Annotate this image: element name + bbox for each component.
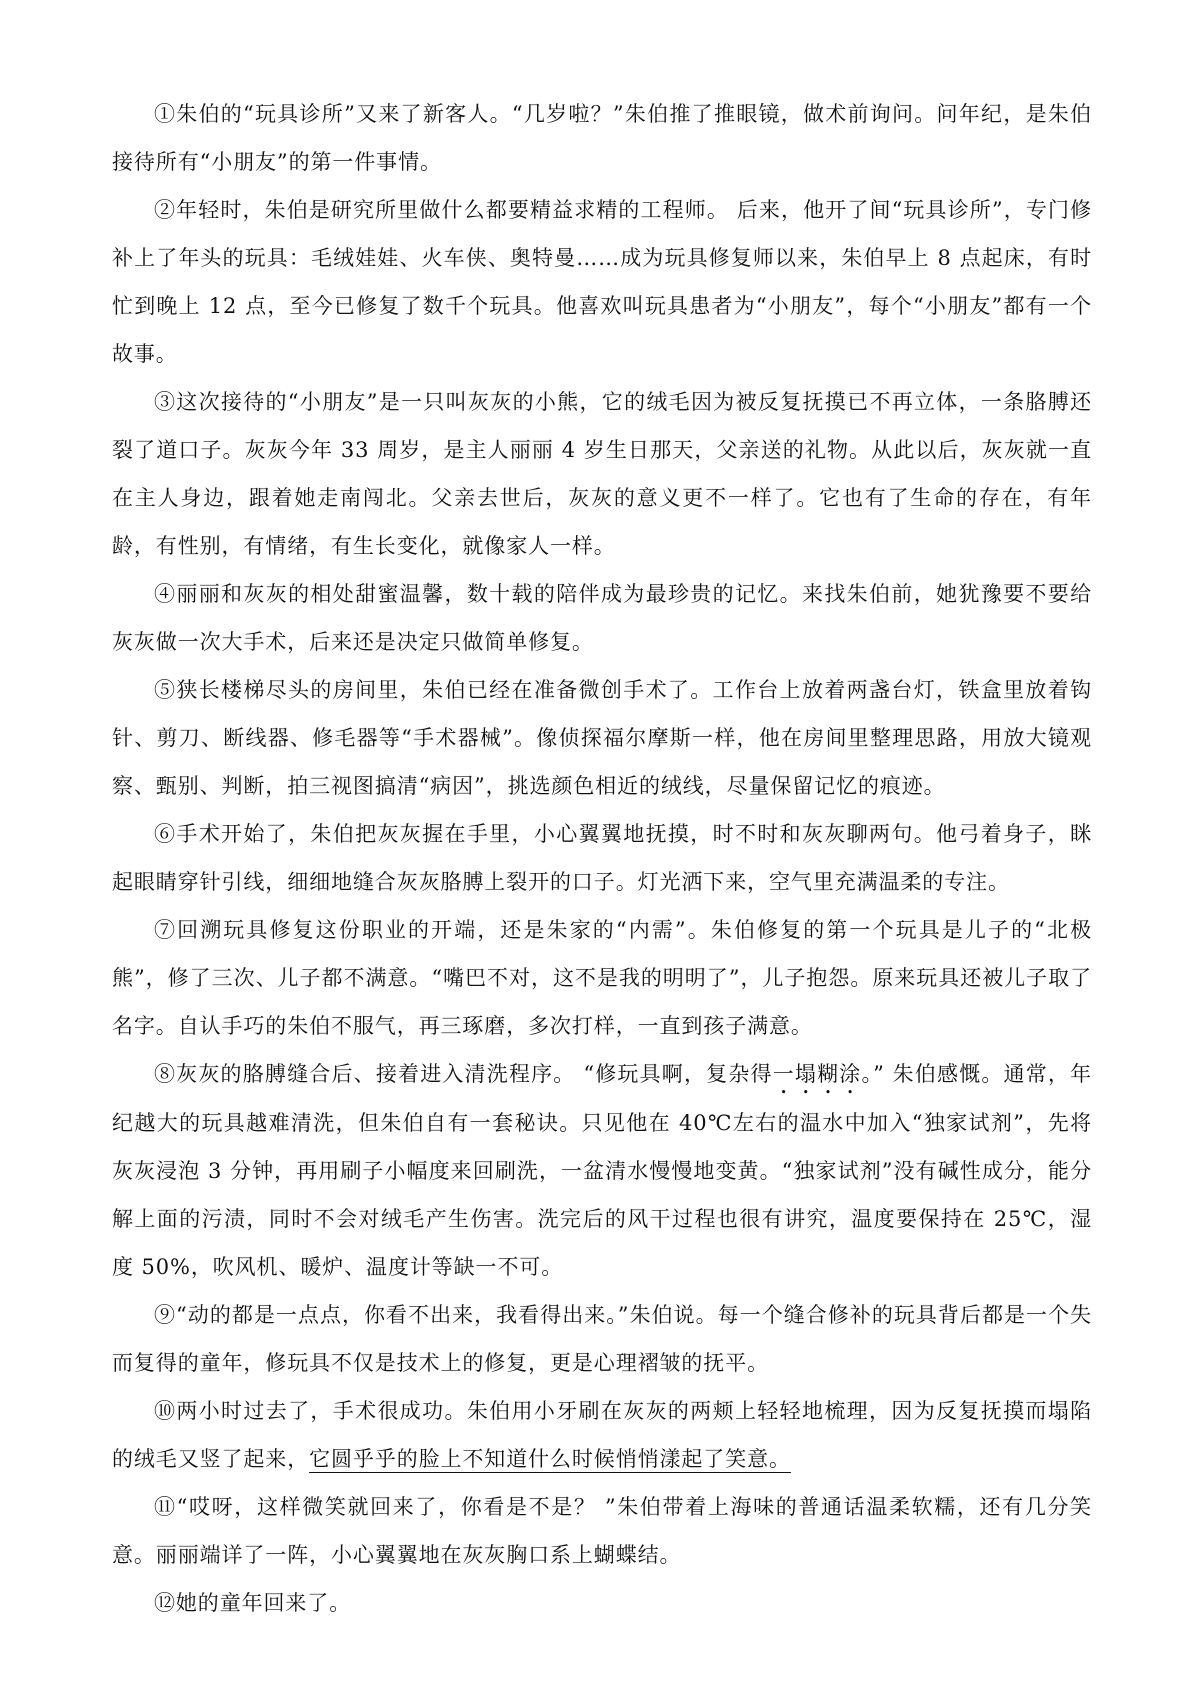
paragraph-8 [112,1050,1092,1291]
paragraph-6: ⑥手术开始了，朱伯把灰灰握在手里，小心翼翼地抚摸，时不时和灰灰聊两句。他弓着身子，眯起眼睛穿针引线，细细地缝合灰灰胳膊上裂开的口子。灯光洒下来，空气里充满温柔的专注。 [112,822,1092,894]
paragraph-10-text-before: ⑩两小时过去了，手术很成功。朱伯用小牙刷在灰灰的两颊上轻轻地梳理，因为反复抚摸而塌陷的绒毛又竖了起来， [112,1399,1092,1471]
paragraph-7: ⑦回溯玩具修复这份职业的开端，还是朱家的“内需”。朱伯修复的第一个玩具是儿子的“北极熊”，修了三次、儿子都不满意。“嘴巴不对，这不是我的明明了”，儿子抱怨。原来玩具还被儿子取了名字。自认手巧的朱伯不服气，再三琢磨，多次打样，一直到孩子满意。 [112,918,1092,1038]
article-body [112,90,1092,1627]
paragraph-5: ⑤狭长楼梯尽头的房间里，朱伯已经在准备微创手术了。工作台上放着两盏台灯，铁盒里放着钩针、剪刀、断线器、修毛器等“手术器械”。像侦探福尔摩斯一样，他在房间里整理思路，用放大镜观察、甄别、判断，拍三视图搞清“病因”，挑选颜色相近的绒线，尽量保留记忆的痕迹。 [112,678,1092,798]
paragraph-11: ⑪“哎呀，这样微笑就回来了，你看是不是？ ”朱伯带着上海味的普通话温柔软糯，还有几分笑意。丽丽端详了一阵，小心翼翼地在灰灰胸口系上蝴蝶结。 [112,1495,1092,1567]
paragraph-2: ②年轻时，朱伯是研究所里做什么都要精益求精的工程师。 后来，他开了间“玩具诊所”，专门修补上了年头的玩具：毛绒娃娃、火车侠、奥特曼……成为玩具修复师以来，朱伯早上 8 点起床，有时忙到晚上 12 点，至今已修复了数千个玩具。他喜欢叫玩具患者为“小朋友”，每个“小朋友”都有一个故事。 [112,198,1092,366]
dotted-phrase: 一塌糊涂 [772,1062,862,1086]
paragraph-9: ⑨“动的都是一点点，你看不出来，我看得出来。”朱伯说。每一个缝合修补的玩具背后都是一个失而复得的童年，修玩具不仅是技术上的修复，更是心理褶皱的抚平。 [112,1303,1092,1375]
paragraph-4: ④丽丽和灰灰的相处甜蜜温馨，数十载的陪伴成为最珍贵的记忆。来找朱伯前，她犹豫要不要给灰灰做一次大手术，后来还是决定只做简单修复。 [112,582,1092,654]
paragraph-12: ⑫她的童年回来了。 [154,1591,352,1615]
paragraph-10 [112,1387,1092,1483]
paragraph-3: ③这次接待的“小朋友”是一只叫灰灰的小熊，它的绒毛因为被反复抚摸已不再立体，一条胳膊还裂了道口子。灰灰今年 33 周岁，是主人丽丽 4 岁生日那天，父亲送的礼物。从此以后，灰灰就一直在主人身边，跟着她走南闯北。父亲去世后，灰灰的意义更不一样了。它也有了生命的存在，有年龄，有性别，有情绪，有生长变化，就像家人一样。 [112,390,1092,558]
underlined-sentence: 它圆乎乎的脸上不知道什么时候悄悄漾起了笑意。 [309,1447,791,1471]
paragraph-8-text-before: ⑧灰灰的胳膊缝合后、接着进入清洗程序。 “修玩具啊，复杂得 [154,1062,773,1086]
paragraph-1: ①朱伯的“玩具诊所”又来了新客人。“几岁啦？”朱伯推了推眼镜，做术前询问。问年纪，是朱伯接待所有“小朋友”的第一件事情。 [112,102,1092,174]
paragraph-8-text-after: 。” 朱伯感慨。通常，年纪越大的玩具越难清洗，但朱伯自有一套秘诀。只见他在 40℃左右的温水中加入“独家试剂”，先将灰灰浸泡 3 分钟，再用刷子小幅度来回刷洗，一盆清水慢慢地变黄。“独家试剂”没有碱性成分，能分解上面的污渍，同时不会对绒毛产生伤害。洗完后的风干过程也很有讲究，温度要保持在 25℃，湿度 50%，吹风机、暖炉、温度计等缺一不可。 [112,1062,1092,1279]
